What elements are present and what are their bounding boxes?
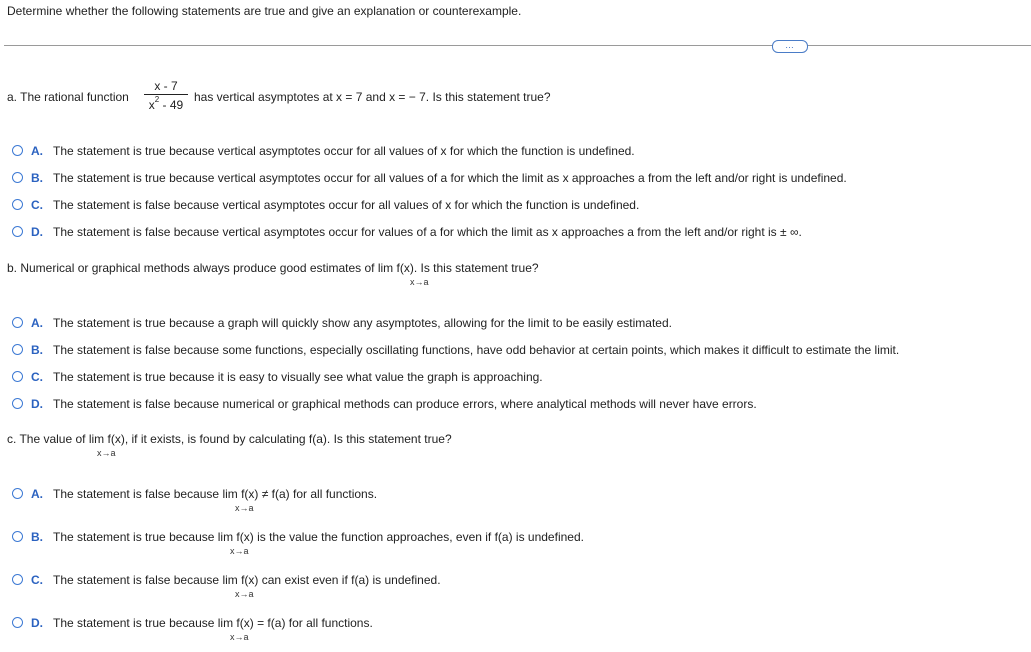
option-b-B[interactable] <box>31 343 899 357</box>
radio-c-A[interactable] <box>12 488 23 499</box>
option-text: The statement is true because lim f(x) = f(a) for all functions. <box>53 616 373 630</box>
option-letter: B. <box>31 343 43 357</box>
radio-a-B[interactable] <box>12 172 23 183</box>
radio-b-A[interactable] <box>12 317 23 328</box>
option-text: The statement is true because it is easy to visually see what value the graph is approaching. <box>53 370 543 384</box>
option-text: The statement is false because some functions, especially oscillating functions, have odd behavior at certain points, which makes it difficult to estimate the limit. <box>53 343 900 357</box>
part-b-limit-subscript: x→a <box>410 277 429 287</box>
option-b-C[interactable] <box>31 370 543 384</box>
option-letter: A. <box>31 316 43 330</box>
option-a-A[interactable] <box>31 144 635 158</box>
option-a-C[interactable] <box>31 198 639 212</box>
option-c-B[interactable] <box>31 530 584 544</box>
option-letter: C. <box>31 198 43 212</box>
plus-minus-infinity: ± ∞. <box>780 225 802 239</box>
radio-b-C[interactable] <box>12 371 23 382</box>
fraction-bar <box>144 94 188 95</box>
option-c-B-limit-subscript: x→a <box>230 546 249 556</box>
option-a-D[interactable] <box>31 225 802 239</box>
option-letter: B. <box>31 530 43 544</box>
option-c-C[interactable] <box>31 573 441 587</box>
option-letter: C. <box>31 573 43 587</box>
option-text: The statement is false because numerical or graphical methods can produce errors, where analytical methods will never have errors. <box>53 397 757 411</box>
option-c-C-limit-subscript: x→a <box>235 589 254 599</box>
option-c-A-limit-subscript: x→a <box>235 503 254 513</box>
option-text: The statement is false because vertical asymptotes occur for all values of x for which the function is undefined. <box>53 198 640 212</box>
divider <box>4 45 1031 46</box>
radio-a-A[interactable] <box>12 145 23 156</box>
option-text: The statement is false because lim f(x) ≠ f(a) for all functions. <box>53 487 378 501</box>
radio-b-D[interactable] <box>12 398 23 409</box>
option-letter: A. <box>31 144 43 158</box>
radio-a-D[interactable] <box>12 226 23 237</box>
fraction-numerator: x - 7 <box>154 79 178 93</box>
denominator-rest: - 49 <box>159 98 184 112</box>
radio-a-C[interactable] <box>12 199 23 210</box>
option-letter: D. <box>31 397 43 411</box>
fraction-denominator <box>144 97 188 112</box>
option-text: The statement is true because vertical asymptotes occur for all values of a for which the limit as x approaches a from the left and/or right is undefined. <box>53 171 847 185</box>
option-letter: A. <box>31 487 43 501</box>
part-c-limit-subscript: x→a <box>97 448 116 458</box>
part-a-suffix: has vertical asymptotes at x = 7 and x = − 7. Is this statement true? <box>194 90 551 104</box>
denominator-exponent: 2 <box>154 95 160 104</box>
option-c-A[interactable] <box>31 487 377 501</box>
radio-c-B[interactable] <box>12 531 23 542</box>
option-b-A[interactable] <box>31 316 672 330</box>
option-c-D[interactable] <box>31 616 373 630</box>
option-text: The statement is false because lim f(x) can exist even if f(a) is undefined. <box>53 573 441 587</box>
option-text: The statement is true because vertical asymptotes occur for all values of x for which the function is undefined. <box>53 144 635 158</box>
part-a-prefix: a. The rational function <box>7 90 129 104</box>
radio-c-D[interactable] <box>12 617 23 628</box>
radio-c-C[interactable] <box>12 574 23 585</box>
option-letter: C. <box>31 370 43 384</box>
part-b-question: b. Numerical or graphical methods always produce good estimates of lim f(x). Is this statement true? <box>7 261 539 275</box>
rational-function-fraction <box>144 79 188 112</box>
radio-b-B[interactable] <box>12 344 23 355</box>
option-a-B[interactable] <box>31 171 847 185</box>
instruction-text: Determine whether the following statements are true and give an explanation or counterexample. <box>7 4 522 18</box>
part-c-question: c. The value of lim f(x), if it exists, is found by calculating f(a). Is this statement true? <box>7 432 452 446</box>
option-b-D[interactable] <box>31 397 757 411</box>
option-letter: B. <box>31 171 43 185</box>
option-letter: D. <box>31 616 43 630</box>
option-letter: D. <box>31 225 43 239</box>
option-c-D-limit-subscript: x→a <box>230 632 249 642</box>
expand-more-button[interactable]: … <box>772 40 808 53</box>
denominator-base: x <box>148 98 155 112</box>
option-text: The statement is true because lim f(x) is the value the function approaches, even if f(a) is undefined. <box>53 530 584 544</box>
option-text: The statement is true because a graph will quickly show any asymptotes, allowing for the limit to be easily estimated. <box>53 316 672 330</box>
option-text: The statement is false because vertical asymptotes occur for values of a for which the limit as x approaches a from the left and/or right is <box>53 225 777 239</box>
